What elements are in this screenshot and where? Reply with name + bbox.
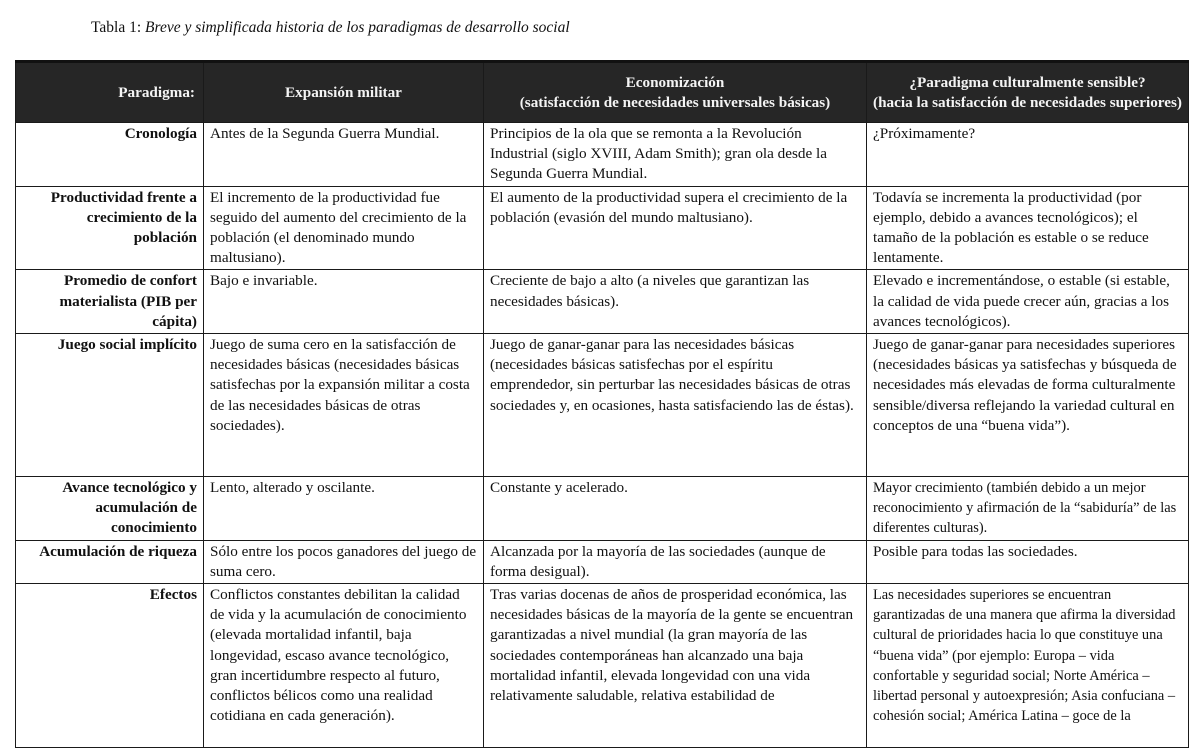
cell-militar: Lento, alterado y oscilante. <box>204 477 484 541</box>
cell-economizacion: Principios de la ola que se remonta a la Revolución Industrial (siglo XVIII, Adam Smith); gran ola desde la Segunda Guerra Mundial. <box>484 123 867 187</box>
header-paradigma: Paradigma: <box>16 62 204 123</box>
cell-militar: Antes de la Segunda Guerra Mundial. <box>204 123 484 187</box>
caption-label: Tabla 1: <box>91 19 146 36</box>
cell-economizacion: Tras varias docenas de años de prosperidad económica, las necesidades básicas de la mayoría de la gente se encuentran garantizadas a nivel mundial (la gran mayoría de las sociedades contemporáneas han alcanzado una baja mortalidad infantil, elevada longevidad con una vida relativamente saludable, relativa estabilidad de <box>484 584 867 748</box>
cell-militar: Bajo e invariable. <box>204 270 484 334</box>
cell-economizacion: Creciente de bajo a alto (a niveles que garantizan las necesidades básicas). <box>484 270 867 334</box>
header-row <box>16 62 1189 123</box>
header-economizacion-title: Economización <box>625 74 725 91</box>
row-label-productividad: Productividad frente a crecimiento de la población <box>16 186 204 270</box>
row-label-avance-tecnologico: Avance tecnológico y acumulación de conocimiento <box>16 477 204 541</box>
cell-militar: Conflictos constantes debilitan la calidad de vida y la acumulación de conocimiento (elevada mortalidad infantil, baja longevidad, escaso avance tecnológico, gran incertidumbre respecto al futuro, conflictos bélicos como una realidad cotidiana en cada generación). <box>204 584 484 748</box>
row-label-acumulacion-riqueza: Acumulación de riqueza <box>16 540 204 583</box>
caption-title: Breve y simplificada historia de los paradigmas de desarrollo social <box>145 19 570 36</box>
row-label-efectos: Efectos <box>16 584 204 748</box>
paradigms-table <box>15 60 1189 748</box>
cell-cultural: Todavía se incrementa la productividad (por ejemplo, debido a avances tecnológicos); el tamaño de la población es estable o se reduce lentamente. <box>867 186 1189 270</box>
table-row <box>16 540 1189 583</box>
cell-cultural: ¿Próximamente? <box>867 123 1189 187</box>
header-economizacion-subtitle: (satisfacción de necesidades universales básicas) <box>519 93 831 111</box>
header-culturalmente-sensible <box>867 62 1189 123</box>
cell-cultural: Elevado e incrementándose, o estable (si estable, la calidad de vida puede crecer aún, gracias a los avances tecnológicos). <box>867 270 1189 334</box>
cell-cultural: Posible para todas las sociedades. <box>867 540 1189 583</box>
table-row <box>16 477 1189 541</box>
cell-militar: El incremento de la productividad fue seguido del aumento del crecimiento de la población (el denominado mundo maltusiano). <box>204 186 484 270</box>
table-row <box>16 334 1189 477</box>
cell-economizacion: Constante y acelerado. <box>484 477 867 541</box>
cell-cultural: Las necesidades superiores se encuentran garantizadas de una manera que afirma la diversidad cultural de prioridades hacia lo que constituye una “buena vida” (por ejemplo: Europa – vida confortable y seguridad social; Norte América – libertad personal y autoexpresión; Asia confuciana – cohesión social; América Latina – goce de la <box>867 584 1189 748</box>
header-cultural-subtitle: (hacia la satisfacción de necesidades superiores) <box>873 93 1182 111</box>
cell-economizacion: El aumento de la productividad supera el crecimiento de la población (evasión del mundo maltusiano). <box>484 186 867 270</box>
cell-cultural: Mayor crecimiento (también debido a un mejor reconocimiento y afirmación de la “sabiduría” de las diferentes culturas). <box>867 477 1189 541</box>
table-row <box>16 123 1189 187</box>
header-cultural-title: ¿Paradigma culturalmente sensible? <box>909 74 1146 91</box>
cell-militar: Juego de suma cero en la satisfacción de necesidades básicas (necesidades básicas satisfechas por la expansión militar a costa de las necesidades básicas de otras sociedades). <box>204 334 484 477</box>
table-caption <box>91 18 570 38</box>
cell-economizacion: Alcanzada por la mayoría de las sociedades (aunque de forma desigual). <box>484 540 867 583</box>
table-row <box>16 584 1189 748</box>
table-row <box>16 186 1189 270</box>
header-expansion-militar: Expansión militar <box>204 62 484 123</box>
cell-cultural: Juego de ganar-ganar para necesidades superiores (necesidades básicas ya satisfechas y búsqueda de necesidades más elevadas de forma culturalmente sensible/diversa reflejando la variedad cultural en conceptos de una “buena vida”). <box>867 334 1189 477</box>
row-label-juego-social: Juego social implícito <box>16 334 204 477</box>
row-label-confort: Promedio de confort materialista (PIB per cápita) <box>16 270 204 334</box>
row-label-cronologia: Cronología <box>16 123 204 187</box>
header-economizacion <box>484 62 867 123</box>
table-row <box>16 270 1189 334</box>
cell-militar: Sólo entre los pocos ganadores del juego de suma cero. <box>204 540 484 583</box>
cell-economizacion: Juego de ganar-ganar para las necesidades básicas (necesidades básicas satisfechas por el espíritu emprendedor, sin perturbar las necesidades básicas de otras sociedades y, en ocasiones, hasta satisfaciendo las de éstas). <box>484 334 867 477</box>
